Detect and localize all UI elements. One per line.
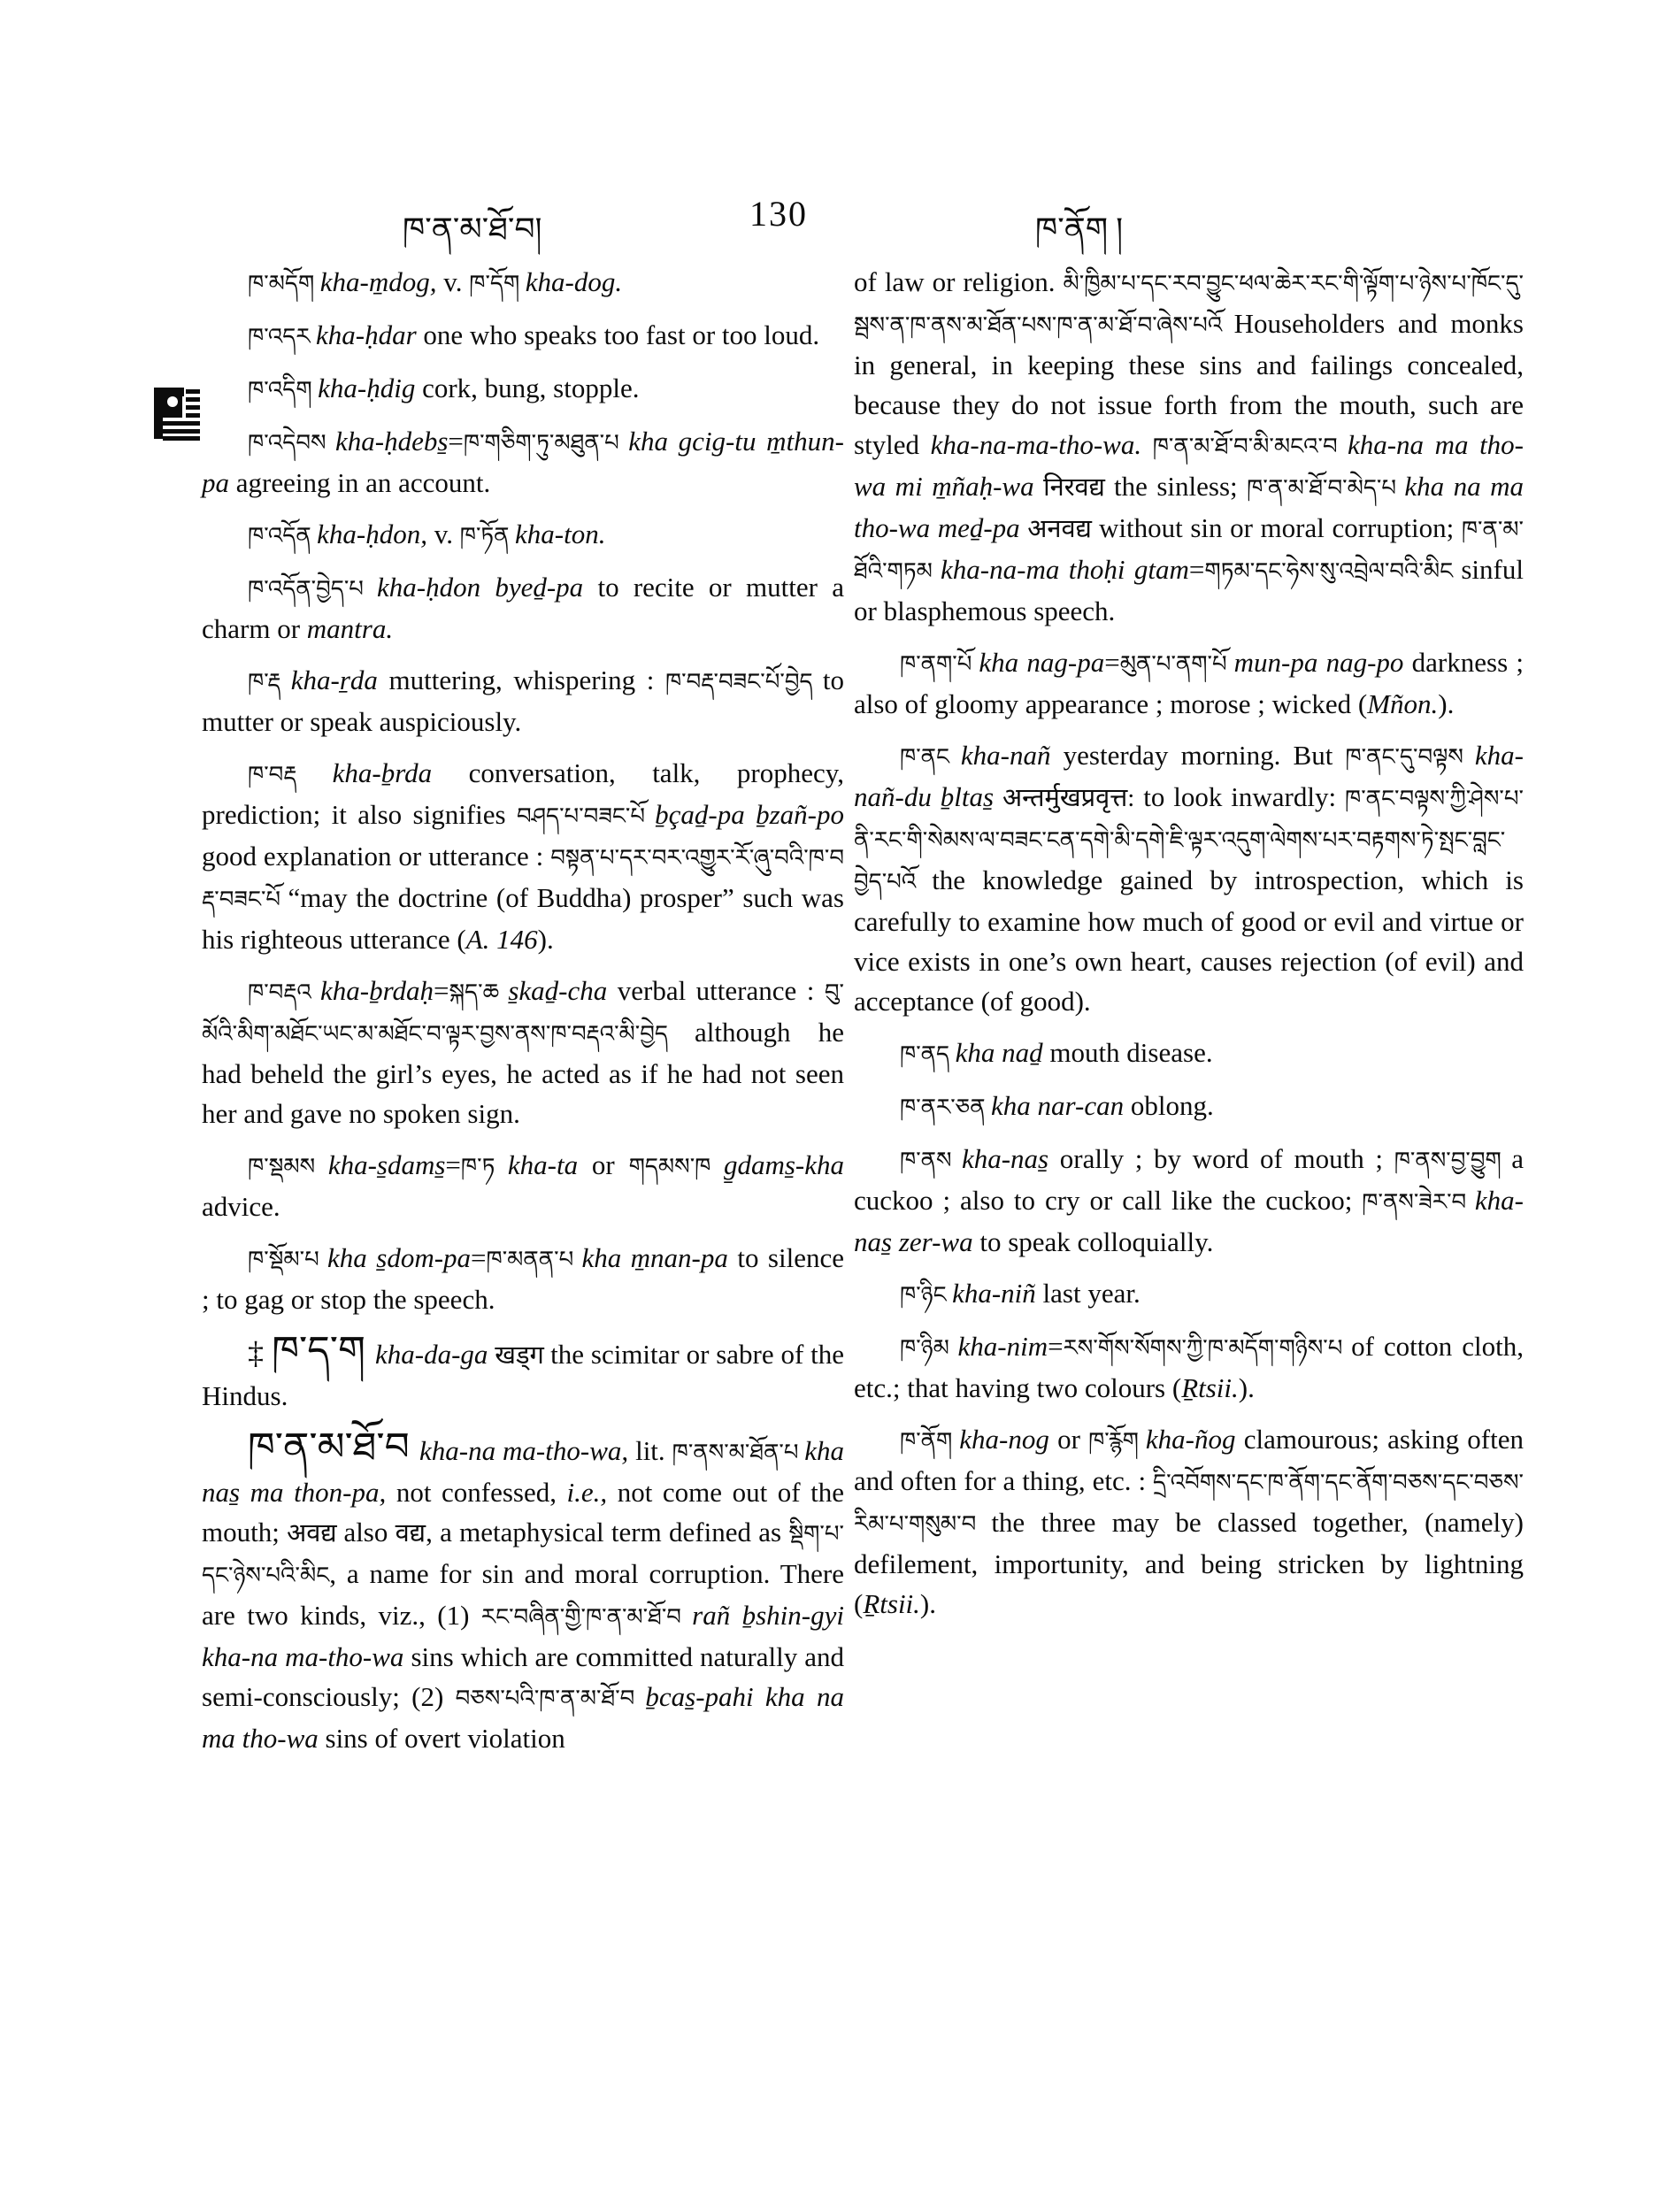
english-text: sinful or blasphemous speech. — [854, 554, 1524, 626]
english-text: to mutter or speak auspiciously. — [202, 664, 845, 737]
tibetan-text: རང་བཞིན་གྱི་ཁ་ན་མ་ཐོ་བ — [480, 1604, 693, 1630]
devanagari-text: वद्य — [395, 1519, 426, 1548]
dictionary-entry — [854, 1139, 1524, 1262]
tibetan-headword: ཁ་ན་མ་ཐོ་བ — [248, 1425, 419, 1469]
dictionary-entry — [202, 1145, 844, 1226]
english-text: = — [445, 1149, 461, 1180]
tibetan-text: ཁ་ནས་བྱ་བྱུག — [1394, 1148, 1512, 1173]
tibetan-text: ཁ་ཏོན — [459, 523, 516, 549]
english-text: to silence ; to gag or stop the speech. — [202, 1242, 844, 1315]
tibetan-text: ཁ་ན་མ་ཐོ་བ་མི་མངའ་བ — [1152, 434, 1348, 459]
english-text: the sinless; — [1113, 471, 1248, 502]
tibetan-text: ཁ་སྡོམ་པ — [248, 1247, 328, 1272]
tibetan-text: ཁ་ནས་ཟེར་བ — [1362, 1189, 1475, 1215]
dictionary-entry — [202, 514, 844, 556]
transliteration-text: kha-na-ma-tho-wa. — [930, 429, 1153, 460]
english-text: orally ; by word of mouth ; — [1059, 1143, 1394, 1174]
transliteration-text: kha-ta — [507, 1149, 592, 1180]
dictionary-entry — [202, 753, 844, 959]
tibetan-text: ཁ་ནང — [900, 744, 961, 770]
english-text: last year. — [1042, 1278, 1141, 1309]
transliteration-text: kha-ton. — [515, 518, 606, 549]
english-text: = — [1048, 1331, 1064, 1362]
dictionary-entry — [202, 660, 844, 741]
transliteration-text: kha-ḥdar — [316, 319, 424, 350]
english-text: also — [343, 1517, 396, 1548]
tibetan-text: ཁ་བརྡ་བཟང་པོ་བྱེད — [664, 669, 823, 695]
dictionary-entry — [854, 262, 1524, 631]
tibetan-text: སྐད་ཆ — [449, 979, 509, 1005]
transliteration-text: kha-nas̱ zer-wa — [854, 1185, 1524, 1257]
english-text: v. — [443, 266, 470, 297]
tibetan-text: གཏམ་དང་ཧེས་སུ་འབྲེལ་བའི་མིང — [1204, 558, 1462, 584]
english-text: good explanation or utterance : — [202, 841, 551, 872]
tibetan-text: ཁ་མདོག — [248, 271, 320, 296]
page-number: 130 — [749, 194, 808, 234]
transliteration-text: kha-ḥdig — [318, 373, 423, 403]
english-text: sins of overt violation — [325, 1723, 565, 1754]
tibetan-text: དྲི་འབོགས་དང་ཁ་ནོག་དང་ནོག་བཅས་དང་བཅས་རིམ་པ་གསུམ་བ — [854, 1470, 1524, 1537]
transliteration-text: kha-niñ — [952, 1278, 1043, 1309]
devanagari-text: अवद्य — [287, 1519, 344, 1548]
tibetan-text: ཁ་ན་མ་ཐོའི་གཏམ — [854, 517, 1524, 584]
transliteration-text: kha-m̱dog, — [319, 266, 444, 297]
transliteration-text: kha-na ma tho-wa mi m̱ñaḥ-wa — [854, 429, 1525, 502]
transliteration-text: kha nas̱ ma thon-pa, — [202, 1435, 845, 1508]
english-text: ). — [919, 1588, 936, 1619]
tibetan-text: ཁ་རྡ — [248, 669, 291, 695]
transliteration-text: i.e., — [566, 1477, 618, 1508]
english-text: of law or religion. — [854, 266, 1064, 297]
dictionary-entry — [202, 421, 844, 503]
english-text: agreeing in an account. — [235, 467, 491, 498]
english-text: not come out of the mouth; — [202, 1477, 845, 1548]
tibetan-text: ཁ་ནས་མ་ཐོན་པ — [672, 1440, 805, 1465]
transliteration-text: kha-na-ma thoḥi gtam — [941, 554, 1189, 585]
tibetan-text: ཁ་ཉིང — [900, 1282, 953, 1308]
english-text: = — [448, 426, 464, 457]
transliteration-text: A. 146 — [465, 924, 538, 955]
english-text: sins which are committed naturally and semi-consciously; (2) — [202, 1641, 844, 1712]
dictionary-entry — [854, 1273, 1524, 1315]
english-text: yesterday morning. But — [1063, 740, 1346, 771]
tibetan-text: ཁ་ནོག — [900, 1428, 960, 1454]
transliteration-text: kha-ṟda — [290, 664, 389, 695]
transliteration-text: kha-nañ-du ḇltas̱ — [854, 740, 1524, 812]
english-text: or — [1057, 1424, 1089, 1455]
dictionary-entry — [202, 971, 844, 1133]
transliteration-text: kha nag-pa — [979, 647, 1105, 678]
english-text: although he had beheld the girl’s eyes, he acted as if he had not seen her and gave no spoken sign. — [202, 1017, 844, 1129]
dictionary-entry — [854, 642, 1524, 724]
devanagari-text: खड्ग — [495, 1341, 551, 1370]
dictionary-entry — [202, 262, 844, 303]
transliteration-text: ḇcas̱-pahi kha na ma tho-wa — [202, 1681, 844, 1754]
english-text: oblong. — [1130, 1090, 1214, 1121]
transliteration-text: kha-nañ — [960, 740, 1064, 771]
tibetan-text: ཁ་ནག་པོ — [900, 651, 979, 677]
english-text: darkness ; also of gloomy appearance ; morose ; wicked ( — [854, 647, 1524, 719]
english-text: not confessed, — [396, 1477, 567, 1508]
transliteration-text: kha-da-ga — [375, 1339, 495, 1370]
dictionary-entry — [202, 567, 844, 649]
english-text: “may the doctrine (of Buddha) prosper” such was his righteous utterance ( — [202, 882, 844, 955]
english-text: muttering, whispering : — [388, 664, 665, 695]
transliteration-text: kha-na ma-tho-wa, — [419, 1435, 636, 1466]
tibetan-text: ཁ་འདོན་བྱེད་པ — [248, 576, 377, 602]
tibetan-text: སྡིག་པ་དང་ཉེས་པའི་མིང — [202, 1521, 844, 1588]
dagger-symbol: ‡ — [248, 1335, 273, 1371]
english-text: = — [434, 975, 449, 1006]
transliteration-text: kha-nas̱ — [961, 1143, 1060, 1174]
transliteration-text: kha-dog. — [525, 266, 623, 297]
tibetan-text: ཁ་འདེབས — [248, 430, 335, 456]
english-text: one who speaks too fast or too loud. — [423, 319, 820, 350]
transliteration-text: ḇçaḏ-pa ḇzañ-po — [655, 799, 844, 830]
transliteration-text: kha na ma tho-wa meḏ-pa — [854, 471, 1524, 543]
english-text: clamourous; asking often and often for a thing, etc. : — [854, 1424, 1524, 1496]
tibetan-text: རས་གོས་སོགས་ཀྱི་ཁ་མདོག་གཉིས་པ — [1063, 1335, 1352, 1361]
transliteration-text: kha naḏ — [955, 1037, 1050, 1068]
margin-stamp-icon — [149, 386, 202, 442]
english-text: a cuckoo ; also to cry or call like the cuckoo; — [854, 1143, 1524, 1216]
dictionary-entry — [854, 1086, 1524, 1127]
english-text: = — [471, 1242, 487, 1273]
english-text: , a name for sin and moral corruption. There are two kinds, viz., (1) — [202, 1558, 844, 1631]
transliteration-text: kha-ñog — [1145, 1424, 1244, 1455]
english-text: mouth disease. — [1049, 1037, 1213, 1068]
english-text: = — [1188, 554, 1205, 585]
dictionary-entry — [202, 1238, 844, 1319]
dictionary-entry — [202, 1427, 844, 1758]
dictionary-entry — [854, 1033, 1524, 1074]
transliteration-text: kha-nim — [957, 1331, 1048, 1362]
tibetan-text: ཁ་ནས — [900, 1148, 962, 1173]
transliteration-text: kha m̱nan-pa — [581, 1242, 738, 1273]
tibetan-text: བསྟན་པ་དར་བར་འགྱུར་རོ་ཞུ་བའི་ཁ་བརྡ་བཟང་པོ — [202, 845, 844, 912]
tibetan-text: ཁ་ནང་བལྟས་ཀྱི་ཤེས་པ་ནི་རང་གི་སེམས་ལ་བཟང་ངན་དགེ་མི་དགེ་ཇི་ལྟར་འདུག་ལེགས་པར་བརྟགས་ཏེ་སྤང་བླང་བྱེད་པའོ — [854, 786, 1524, 895]
tibetan-text: ཁ་ནར་ཅན — [900, 1094, 992, 1120]
transliteration-text: rañ ḇshin-gyi kha-na ma-tho-wa — [202, 1600, 844, 1672]
english-text: cork, bung, stopple. — [422, 373, 640, 403]
tibetan-text: ཁ་སྡམས — [248, 1154, 328, 1179]
english-text: , a metaphysical term defined as — [426, 1517, 789, 1548]
english-text: of cotton cloth, etc.; that having two colours ( — [854, 1331, 1524, 1403]
dictionary-entry — [854, 1326, 1524, 1408]
english-text: verbal utterance : — [617, 975, 825, 1006]
english-text: or — [591, 1149, 629, 1180]
tibetan-text: ཁ་ཏ — [460, 1154, 508, 1179]
english-text: lit. — [635, 1435, 672, 1466]
transliteration-text: s̱kaḏ-cha — [508, 975, 618, 1006]
english-text: ). — [537, 924, 554, 955]
devanagari-text: निरवद्य — [1043, 473, 1114, 502]
english-text: the scimitar or sabre of the Hindus. — [202, 1339, 845, 1411]
tibetan-text: ཁ་འདར — [248, 324, 317, 349]
transliteration-text: kha-nog — [959, 1424, 1058, 1455]
english-text: = — [1104, 647, 1120, 678]
tibetan-text: མི་ཁྱིམ་པ་དང་རབ་བྱུང་ཕལ་ཆེར་རང་གི་ལྟོག་པ་ཉེས་པ་ཁོང་དུ་སྦས་ན་ཁ་ནས་མ་ཐོན་པས་ཁ་ན་མ་ཐོ་བ་ཞེས་པའོ — [854, 271, 1524, 338]
transliteration-text: kha-s̱dams̱ — [327, 1149, 446, 1180]
transliteration-text: kha nar-can — [991, 1090, 1131, 1121]
tibetan-text: ཁ་དོག — [469, 271, 526, 296]
english-text: the three may be classed together, (namely) defilement, importunity, and being stricken by lightning ( — [854, 1507, 1524, 1619]
dictionary-entry — [202, 368, 844, 410]
transliteration-text: kha-ḇrda — [332, 757, 469, 788]
english-text: to speak colloquially. — [979, 1226, 1214, 1257]
english-text: advice. — [202, 1191, 280, 1222]
english-text: v. — [434, 518, 460, 549]
tibetan-text: ཁ་མནན་པ — [486, 1247, 582, 1272]
english-text: ). — [1438, 688, 1455, 719]
dictionary-entry — [202, 1331, 844, 1416]
tibetan-text: བུ་མོའི་མིག་མཐོང་ཡང་མ་མཐོང་བ་ལྟར་བྱས་ནས་ཁ་བརྡའ་མི་བྱེད — [202, 979, 845, 1047]
transliteration-text: Ṟtsii. — [1181, 1372, 1239, 1403]
transliteration-text: mun-pa nag-po — [1233, 647, 1412, 678]
tibetan-text: བཅས་པའི་ཁ་ན་མ་ཐོ་བ — [455, 1686, 646, 1711]
english-text: without sin or moral corruption; — [1099, 512, 1462, 543]
right-column — [854, 262, 1524, 1635]
tibetan-text: གདམས་ཁ — [628, 1154, 724, 1179]
english-text: Householders and monks in general, in keeping these sins and failings concealed, because they do not issue forth from the mouth, such are styled — [854, 308, 1524, 460]
english-text: ). — [1238, 1372, 1255, 1403]
tibetan-text: ཁ་ན་མ་ཐོ་བ་མེད་པ — [1247, 475, 1405, 501]
tibetan-text: ཁ་ནང་དུ་བལྟས — [1345, 744, 1475, 770]
tibetan-text: ཁ་བརྡའ — [248, 979, 321, 1005]
transliteration-text: kha-ḥdebs̱ — [334, 426, 449, 457]
tibetan-text: ཁ་ནད — [900, 1041, 956, 1067]
transliteration-text: kha-ḇrdaḥ — [320, 975, 434, 1006]
tibetan-text: ཁ་བརྡ — [248, 762, 333, 787]
transliteration-text: Mñon. — [1367, 688, 1439, 719]
english-text: to look inwardly: — [1134, 781, 1346, 812]
tibetan-headword: ཁ་ད་ག — [272, 1329, 376, 1372]
transliteration-text: Ṟtsii. — [863, 1588, 920, 1619]
english-text: conversation, talk, prophecy, prediction; it also signifies — [202, 757, 844, 830]
tibetan-text: ཁ་རྙོག — [1088, 1428, 1146, 1454]
english-text: to recite or mutter a charm or — [202, 572, 844, 644]
transliteration-text: kha s̱dom-pa — [327, 1242, 472, 1273]
tibetan-text: བཤད་པ་བཟང་པོ — [516, 803, 656, 829]
running-header-right-tibetan: ཁ་ནོག ། — [1035, 211, 1124, 247]
dictionary-entry — [202, 315, 844, 357]
tibetan-text: ཁ་ཉིམ — [900, 1335, 958, 1361]
tibetan-text: ཁ་འདིག — [248, 377, 319, 403]
devanagari-text: अन्तर्मुखप्रवृत्त: — [1002, 784, 1135, 812]
left-column — [202, 262, 844, 1770]
transliteration-text: kha gcig-tu m̱thun-pa — [202, 426, 845, 498]
tibetan-text: ཁ་གཅིག་ཏུ་མཐུན་པ — [463, 430, 629, 456]
english-text: the knowledge gained by introspection, which is carefully to examine how much of good or evil and virtue or vice exists in one’s own heart, causes rejection (of evil) and acceptance (of good). — [854, 864, 1524, 1017]
dictionary-entry — [854, 1419, 1524, 1624]
devanagari-text: अनवद्य — [1027, 515, 1100, 543]
transliteration-text: g̱dams̱-kha — [723, 1149, 844, 1180]
running-header-left-tibetan: ཁ་ན་མ་ཐོ་བ། — [403, 211, 542, 247]
transliteration-text: kha-ḥdon, — [317, 518, 434, 549]
transliteration-text: mantra. — [306, 613, 394, 644]
tibetan-text: ཁ་འདོན — [248, 523, 318, 549]
dictionary-entry — [854, 735, 1524, 1021]
transliteration-text: kha-ḥdon byeḏ-pa — [376, 572, 598, 603]
tibetan-text: མུན་པ་ནག་པོ — [1119, 651, 1234, 677]
